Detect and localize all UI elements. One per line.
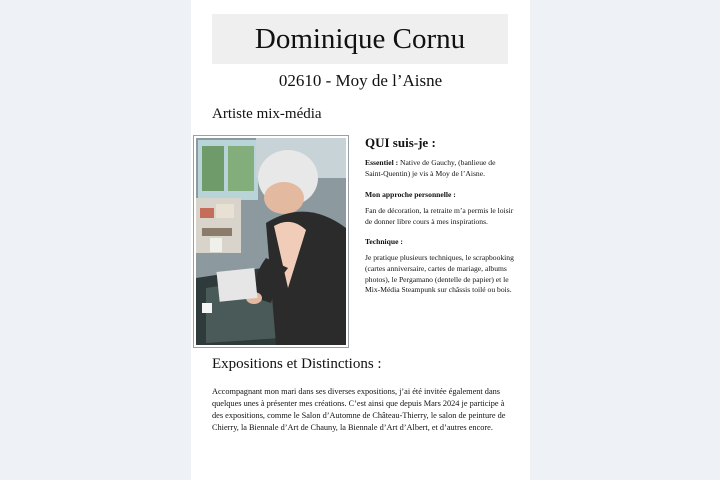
bio-heading: QUI suis-je : <box>365 135 436 150</box>
artist-photo <box>193 135 349 348</box>
technique-text: Je pratique plusieurs techniques, le scrapbooking (cartes anniversaire, cartes de mariage, albums photos), le Pergamano (dentelle de papier) et le Mix-Média Steampunk sur châssis toilé ou bois. <box>365 253 514 295</box>
artist-at-work-image <box>196 138 346 345</box>
essentiel-text: Native de Gauchy, (banlieue de Saint-Quentin) je vis à Moy de l’Aisne. <box>365 158 496 179</box>
artist-location: 02610 - Moy de l’Aisne <box>278 71 443 90</box>
approche-label: Mon approche personnelle : <box>365 190 456 200</box>
bio-technique <box>365 237 515 296</box>
expositions-text: Accompagnant mon mari dans ses diverses expositions, j’ai été invitée également dans quelques unes à présenter mes créations. C’est ainsi que depuis Mars 2024 je participe à des expositions, comme le Salon d’Automne de Château-Thierry, le salon de peinture de Chierry, la Biennale d’Art de Chauny, la Biennale d’Art d’Albert, et d’autres encore. <box>212 387 506 433</box>
bio-essentiel <box>365 158 515 180</box>
approche-text: Fan de décoration, la retraite m’a permis le loisir de donner libre cours à mes inspirations. <box>365 205 514 226</box>
artist-name: Dominique Cornu <box>254 22 466 55</box>
technique-label: Technique : <box>365 237 403 247</box>
bio-approche <box>365 190 515 227</box>
artist-role: Artiste mix-média <box>212 106 322 122</box>
essentiel-label: Essentiel : <box>365 158 399 168</box>
bio-section <box>365 134 515 306</box>
expositions-title: Expositions et Distinctions : <box>212 356 382 372</box>
artist-name-banner <box>212 14 508 64</box>
profile-page <box>191 0 530 480</box>
